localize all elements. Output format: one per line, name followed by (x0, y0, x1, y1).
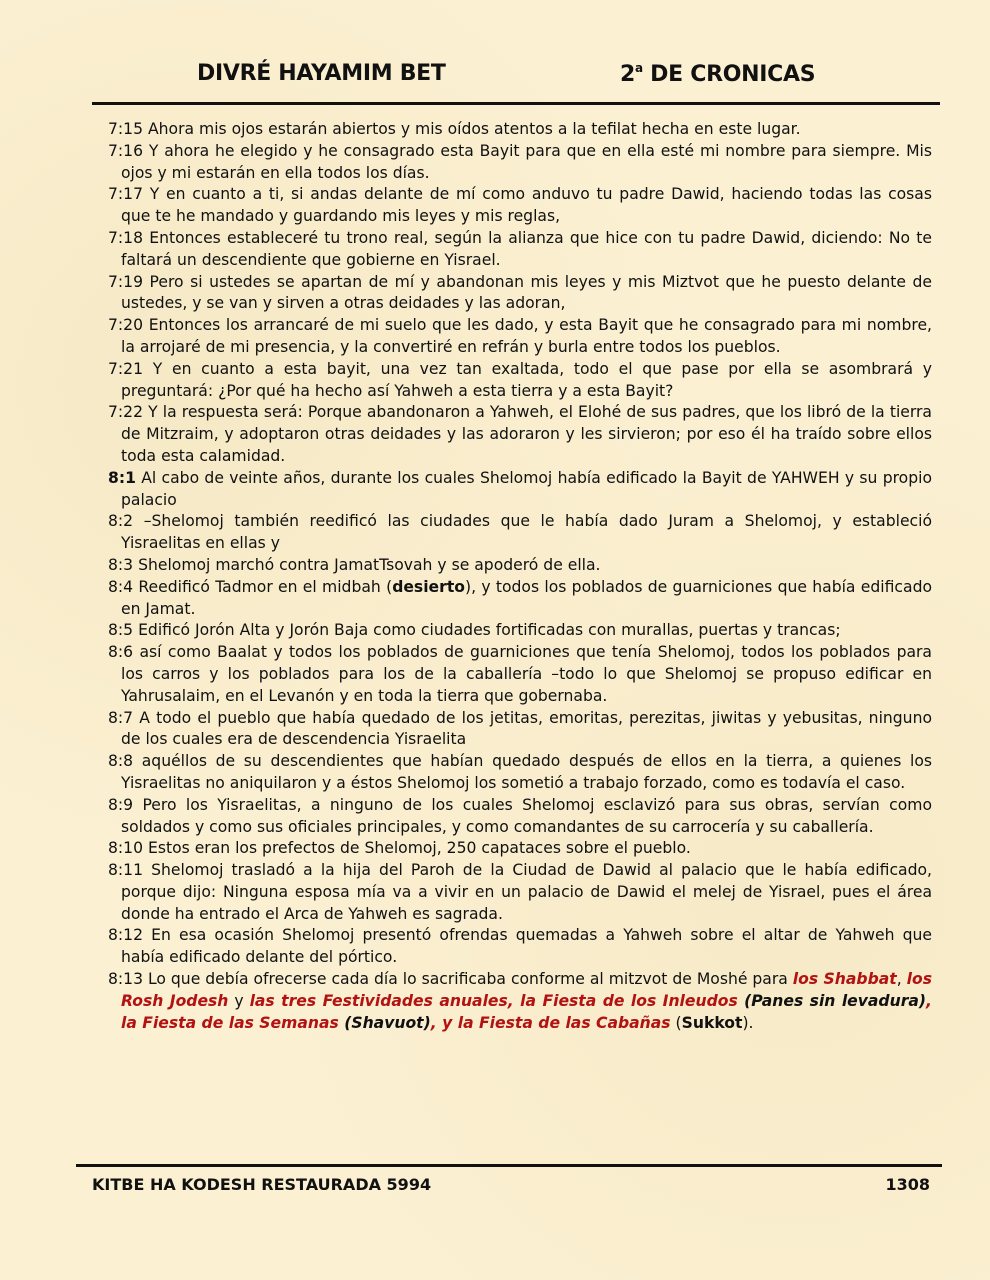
verse-text: En esa ocasión Shelomoj presentó ofrendas quemadas a Yahweh sobre el altar de Yahweh que había edificado delante del pórtico. (121, 926, 932, 967)
feast-highlight: las tres Festividades anuales, la Fiesta de los Inleudos (249, 991, 738, 1010)
verse (108, 141, 932, 185)
footer-publication: KITBE HA KODESH RESTAURADA 5994 (92, 1175, 432, 1194)
feast-highlight: , y la Fiesta de las Cabañas (430, 1013, 671, 1032)
verse-ref: 7:17 (108, 185, 144, 204)
header-subtitle-number: 2 (620, 62, 636, 87)
verse (108, 468, 932, 512)
verse-text: –Shelomoj también reedificó las ciudades que le había dado Juram a Shelomoj, y estableció Yisraelitas en ellas y (121, 512, 932, 553)
verse-text: Y en cuanto a esta bayit, una vez tan exaltada, todo el que pase por ella se asombrará y preguntará: ¿Por qué ha hecho así Yahweh a esta tierra y a esta Bayit? (121, 359, 932, 400)
verse-ref: 8:1 (108, 468, 136, 487)
verse-ref: 8:8 (108, 752, 134, 771)
verse-text: así como Baalat y todos los poblados de guarniciones que tenía Shelomoj, todos los poblados para los carros y los poblados para los de la caballería –todo lo que Shelomoj se propuso edificar en Yahrusalaim, en el Levanón y en toda la tierra que gobernaba. (121, 643, 932, 705)
verse-text: aquéllos de su descendientes que habían quedado después de ellos en la tierra, a quienes los Yisraelitas no aniquilaron y a éstos Shelomoj los sometió a trabajo forzado, como es todavía el caso. (121, 752, 932, 792)
feast-highlight: , la Fiesta de las Semanas (121, 991, 932, 1032)
verse-ref: 8:9 (108, 795, 134, 814)
verse (108, 184, 932, 228)
verse-text: Y la respuesta será: Porque abandonaron a Yahweh, el Elohé de sus padres, que los libró de la tierra de Mitzraim, y adoptaron otras deidades y las adoraron y les sirvieron; por eso él ha traído sobre ellos toda esta calamidad. (121, 403, 932, 465)
verse-ref: 8:13 (108, 970, 144, 989)
verse (108, 119, 932, 141)
verse (108, 228, 932, 272)
verse (108, 708, 932, 752)
verse-text: Lo que debía ofrecerse cada día lo sacrificaba conforme al mitzvot de Moshé para (143, 970, 793, 989)
verse (108, 577, 932, 621)
header-book-title: DIVRÉ HAYAMIM BET (197, 61, 446, 86)
feast-gloss: (Panes sin levadura) (737, 991, 927, 1010)
verse-text: Shelomoj marchó contra JamatTsovah y se apoderó de ella. (133, 555, 601, 574)
verse-ref: 8:12 (108, 926, 144, 945)
feast-highlight: los Rosh Jodesh (121, 970, 932, 1010)
verse-text: Reedificó Tadmor en el midbah ( (133, 577, 393, 596)
verse-text: Ahora mis ojos estarán abiertos y mis oídos atentos a la tefilat hecha en este lugar. (143, 120, 801, 138)
verse (108, 642, 932, 707)
page-header (92, 58, 940, 105)
verse-ref: 7:15 (108, 120, 144, 138)
verse-emphasis: Sukkot (681, 1013, 743, 1032)
verse-ref: 7:16 (108, 141, 144, 160)
verse-text: Y ahora he elegido y he consagrado esta Bayit para que en ella esté mi nombre para siempre. Mis ojos y mi estarán en ella todos los días. (121, 141, 932, 182)
verse (108, 969, 932, 1034)
verse-text: Pero los Yisraelitas, a ninguno de los cuales Shelomoj esclavizó para sus obras, servían como soldados y como sus oficiales principales, y como comandantes de su carrocería y su caballería. (121, 795, 932, 836)
verse-ref: 8:2 (108, 512, 134, 531)
verse-ref: 8:5 (108, 621, 134, 640)
verse (108, 359, 932, 403)
verse (108, 751, 932, 795)
verse-ref: 7:18 (108, 228, 144, 247)
verse-ref: 8:7 (108, 708, 134, 727)
header-book-subtitle (620, 61, 815, 87)
verse-text: A todo el pueblo que había quedado de los jetitas, emoritas, perezitas, jiwitas y yebusitas, ninguno de los cuales era de descendencia Yisraelita (121, 708, 932, 749)
verse-content (108, 119, 932, 1034)
feast-highlight: los Shabbat (792, 970, 897, 989)
verse-text: Entonces los arrancaré de mi suelo que les dado, y esta Bayit que he consagrado para mi nombre, la arrojaré de mi presencia, y la convertiré en refrán y burla entre todos los pueblos. (121, 316, 932, 356)
page-number: 1308 (885, 1175, 930, 1194)
verse-text: y (228, 991, 250, 1010)
verse (108, 315, 932, 359)
verse-ref: 8:11 (108, 861, 144, 880)
verse-text: Al cabo de veinte años, durante los cuales Shelomoj había edificado la Bayit de YAHWEH y su propio palacio (121, 468, 932, 509)
verse-text: Estos eran los prefectos de Shelomoj, 250 capataces sobre el pueblo. (143, 839, 691, 858)
verse (108, 860, 932, 925)
verse-ref: 8:3 (108, 555, 134, 574)
page-footer (76, 1164, 942, 1207)
verse-ref: 8:10 (108, 839, 144, 858)
verse-ref: 8:4 (108, 577, 134, 596)
verse-text: Y en cuanto a ti, si andas delante de mí como anduvo tu padre Dawid, haciendo todas las cosas que te he mandado y guardando mis leyes y mis reglas, (121, 185, 932, 226)
verse (108, 402, 932, 467)
verse-ref: 7:21 (108, 359, 144, 378)
verse (108, 925, 932, 969)
header-subtitle-text: DE CRONICAS (642, 62, 816, 87)
verse-text: ( (670, 1013, 682, 1032)
verse-text: ). (742, 1013, 754, 1032)
verse-text: , (896, 970, 907, 989)
verse-text: ), y todos los poblados de guarniciones que había edificado en Jamat. (121, 577, 933, 618)
verse-text: Shelomoj trasladó a la hija del Paroh de la Ciudad de Dawid al palacio que le había edificado, porque dijo: Ninguna esposa mía va a vivir en un palacio de Dawid el melej de Yisrael, pues el área donde ha entrado el Arca de Yahweh es sagrada. (121, 861, 932, 923)
verse (108, 511, 932, 555)
verse (108, 795, 932, 839)
verse-emphasis: desierto (392, 577, 465, 596)
feast-gloss: (Shavuot) (338, 1013, 431, 1032)
verse-ref: 7:19 (108, 272, 144, 291)
verse (108, 555, 932, 577)
verse-text: Entonces estableceré tu trono real, según la alianza que hice con tu padre Dawid, diciendo: No te faltará un descendiente que gobierne en Yisrael. (121, 228, 932, 269)
verse-text: Pero si ustedes se apartan de mí y abandonan mis leyes y mis Miztvot que he puesto delante de ustedes, y se van y sirven a otras deidades y las adoran, (121, 272, 932, 313)
verse-ref: 7:20 (108, 316, 144, 335)
verse-ref: 7:22 (108, 403, 144, 422)
verse (108, 838, 932, 860)
verse-ref: 8:6 (108, 643, 134, 662)
verse-text: Edificó Jorón Alta y Jorón Baja como ciudades fortificadas con murallas, puertas y trancas; (133, 621, 841, 640)
header-subtitle-ordinal: a (635, 61, 643, 75)
verse (108, 620, 932, 642)
verse (108, 272, 932, 316)
